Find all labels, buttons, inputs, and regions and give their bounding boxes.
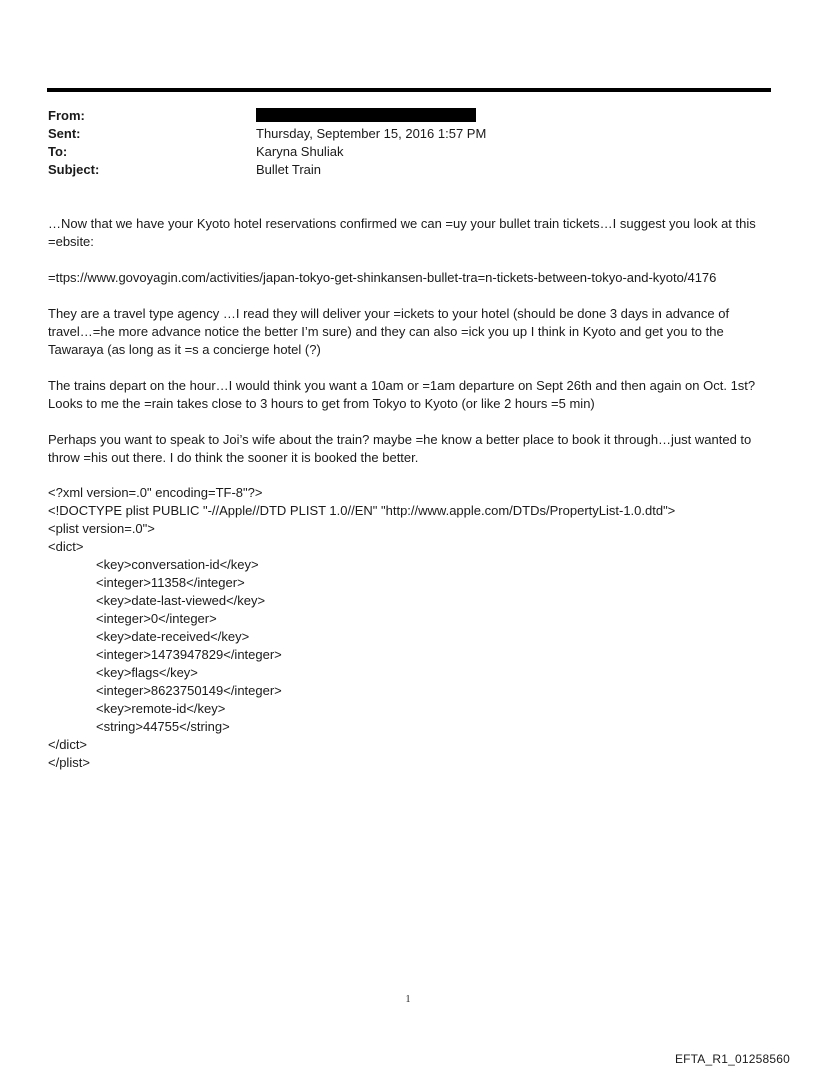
from-row — [48, 107, 748, 125]
header-rule — [47, 88, 771, 92]
xml-dict-open-line: <dict> — [48, 539, 84, 554]
body-paragraph: They are a travel type agency …I read they will deliver your =ickets to your hotel (should be done 3 days in advance of travel…=he more advance notice the better I’m sure) and they can also =ick you up I think in Kyoto and get you to the Tawaraya (as long as it =s a concierge hotel (?) — [48, 306, 730, 357]
xml-entry-line: <string>44755</string> — [96, 719, 230, 734]
xml-entry-line: <integer>1473947829</integer> — [96, 647, 282, 662]
xml-entry-line: <key>remote-id</key> — [96, 701, 226, 716]
to-value: Karyna Shuliak — [256, 144, 344, 159]
xml-dict-close-line: </dict> — [48, 737, 88, 752]
bates-number: EFTA_R1_01258560 — [674, 1052, 790, 1066]
plist-xml-block — [48, 484, 768, 772]
body-paragraph: The trains depart on the hour…I would think you want a 10am or =1am departure on Sept 26th and then again on Oct. 1st? Looks to me the =rain takes close to 3 hours to get from Tokyo to Kyoto (or like 2 hours =5 min) — [48, 378, 756, 411]
sent-label: Sent: — [48, 126, 81, 141]
subject-label: Subject: — [48, 162, 100, 177]
body-url: =ttps://www.govoyagin.com/activities/japan-tokyo-get-shinkansen-bullet-tra=n-tickets-between-tokyo-and-kyoto/4176 — [48, 270, 717, 285]
sent-value: Thursday, September 15, 2016 1:57 PM — [256, 126, 487, 141]
xml-entry-line: <integer>11358</integer> — [96, 575, 245, 590]
to-row — [48, 143, 748, 161]
xml-plist-open-line: <plist version=.0"> — [48, 521, 155, 536]
from-value — [256, 107, 748, 125]
body-paragraph: …Now that we have your Kyoto hotel reservations confirmed we can =uy your bullet train tickets…I suggest you look at this =ebsite: — [48, 216, 756, 249]
xml-declaration-line: <?xml version=.0" encoding=TF-8"?> — [48, 485, 263, 500]
to-label: To: — [48, 144, 68, 159]
email-header — [48, 107, 748, 179]
xml-entry-line: <key>conversation-id</key> — [96, 557, 259, 572]
subject-value: Bullet Train — [256, 162, 322, 177]
page-number: 1 — [405, 994, 411, 1005]
xml-doctype-line: <!DOCTYPE plist PUBLIC "-//Apple//DTD PLIST 1.0//EN" "http://www.apple.com/DTDs/PropertyList-1.0.dtd"> — [48, 503, 676, 518]
subject-row — [48, 161, 748, 179]
email-body — [48, 215, 773, 485]
sent-row — [48, 125, 748, 143]
body-paragraph: Perhaps you want to speak to Joi’s wife about the train? maybe =he know a better place to book it through…just wanted to throw =his out there. I do think the sooner it is booked the better. — [48, 432, 752, 465]
xml-entry-line: <key>date-last-viewed</key> — [96, 593, 266, 608]
xml-entry-line: <key>flags</key> — [96, 665, 198, 680]
xml-entry-line: <key>date-received</key> — [96, 629, 250, 644]
xml-plist-close-line: </plist> — [48, 755, 90, 770]
xml-entry-line: <integer>0</integer> — [96, 611, 217, 626]
xml-entry-line: <integer>8623750149</integer> — [96, 683, 282, 698]
redaction-block — [256, 108, 476, 122]
from-label: From: — [48, 108, 85, 123]
